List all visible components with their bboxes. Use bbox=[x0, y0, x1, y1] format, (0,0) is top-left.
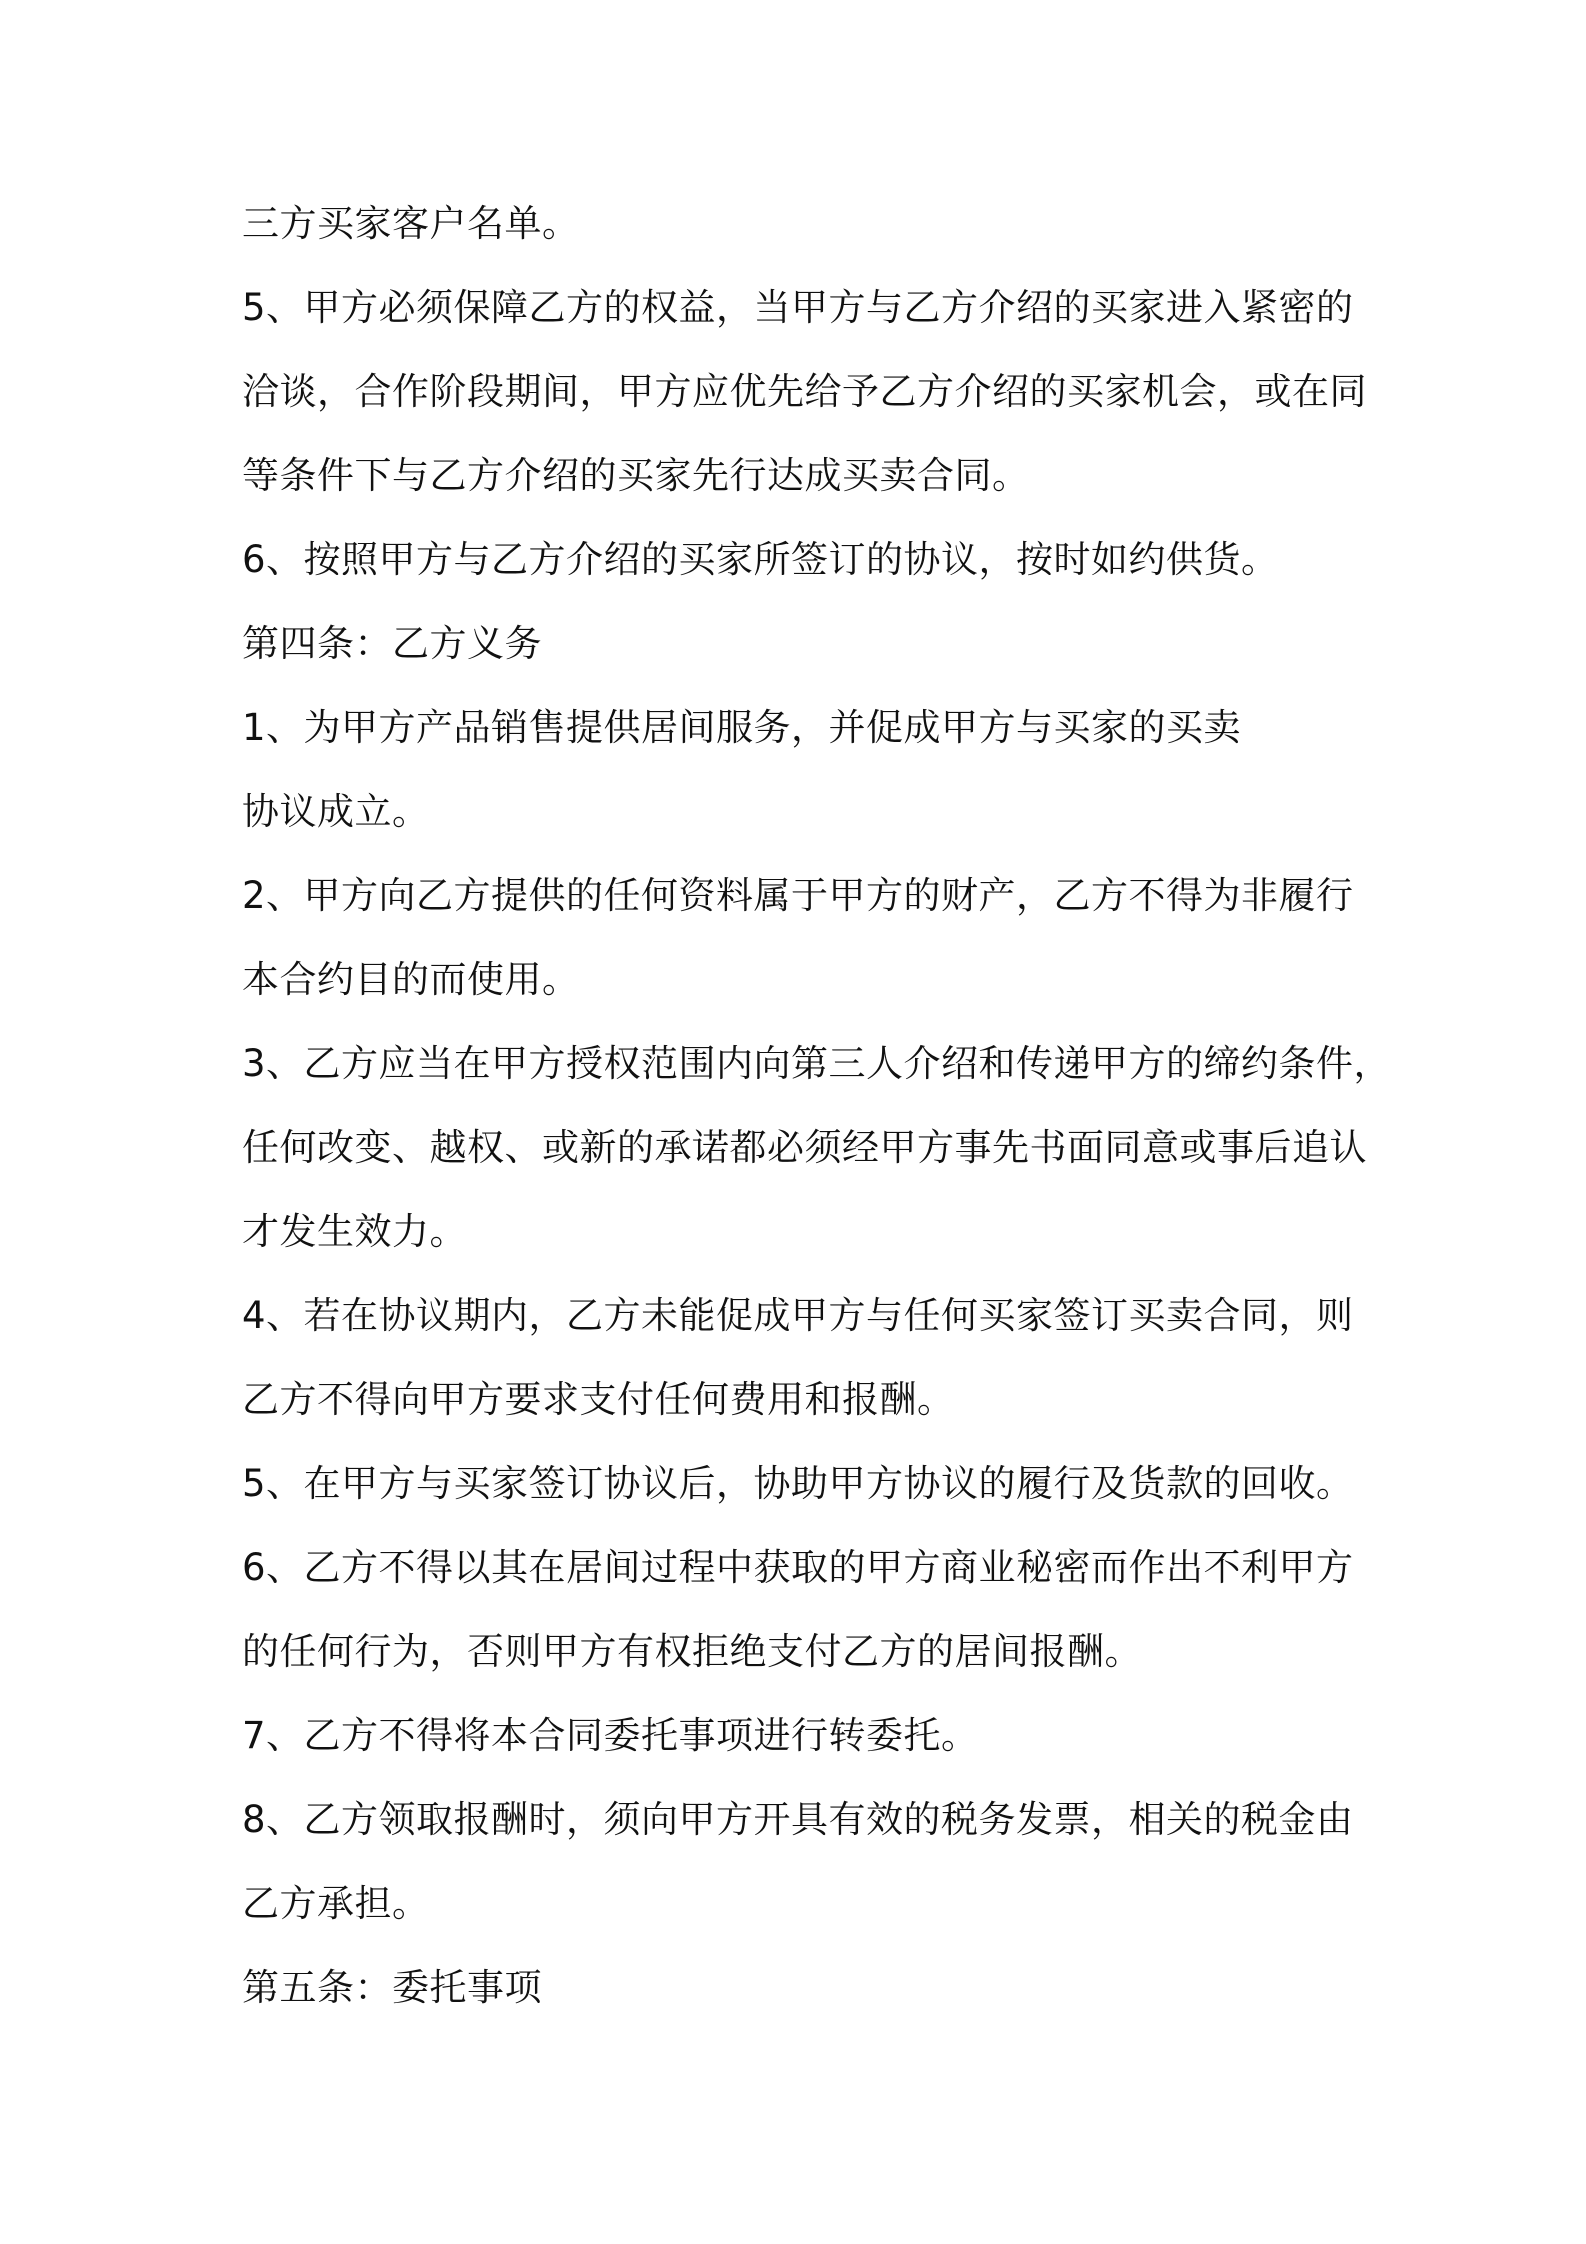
text-line: 的任何行为，否则甲方有权拒绝支付乙方的居间报酬。 bbox=[242, 1630, 1142, 1673]
text-line: 4、若在协议期内，乙方未能促成甲方与任何买家签订买卖合同，则 bbox=[242, 1294, 1354, 1337]
text-line: 乙方承担。 bbox=[242, 1882, 430, 1925]
text-line: 3、乙方应当在甲方授权范围内向第三人介绍和传递甲方的缔约条件， bbox=[242, 1042, 1392, 1085]
text-line: 三方买家客户名单。 bbox=[242, 202, 580, 245]
text-line: 6、乙方不得以其在居间过程中获取的甲方商业秘密而作出不利甲方 bbox=[242, 1546, 1354, 1589]
text-line: 8、乙方领取报酬时，须向甲方开具有效的税务发票，相关的税金由 bbox=[242, 1798, 1354, 1841]
text-line: 7、乙方不得将本合同委托事项进行转委托。 bbox=[242, 1714, 979, 1757]
text-line: 等条件下与乙方介绍的买家先行达成买卖合同。 bbox=[242, 454, 1030, 497]
text-line: 乙方不得向甲方要求支付任何费用和报酬。 bbox=[242, 1378, 955, 1421]
text-line: 2、甲方向乙方提供的任何资料属于甲方的财产，乙方不得为非履行 bbox=[242, 874, 1354, 917]
text-line: 协议成立。 bbox=[242, 790, 430, 833]
text-line: 任何改变、越权、或新的承诺都必须经甲方事先书面同意或事后追认 bbox=[242, 1126, 1367, 1169]
text-line: 5、在甲方与买家签订协议后，协助甲方协议的履行及货款的回收。 bbox=[242, 1462, 1354, 1505]
text-line: 1、为甲方产品销售提供居间服务，并促成甲方与买家的买卖 bbox=[242, 706, 1242, 749]
text-line: 才发生效力。 bbox=[242, 1210, 467, 1253]
text-line: 6、按照甲方与乙方介绍的买家所签订的协议，按时如约供货。 bbox=[242, 538, 1279, 581]
text-line: 洽谈，合作阶段期间，甲方应优先给予乙方介绍的买家机会，或在同 bbox=[242, 370, 1367, 413]
text-line: 本合约目的而使用。 bbox=[242, 958, 580, 1001]
section-heading: 第五条：委托事项 bbox=[242, 1966, 542, 2009]
text-line: 5、甲方必须保障乙方的权益，当甲方与乙方介绍的买家进入紧密的 bbox=[242, 286, 1354, 329]
section-heading: 第四条：乙方义务 bbox=[242, 622, 542, 665]
